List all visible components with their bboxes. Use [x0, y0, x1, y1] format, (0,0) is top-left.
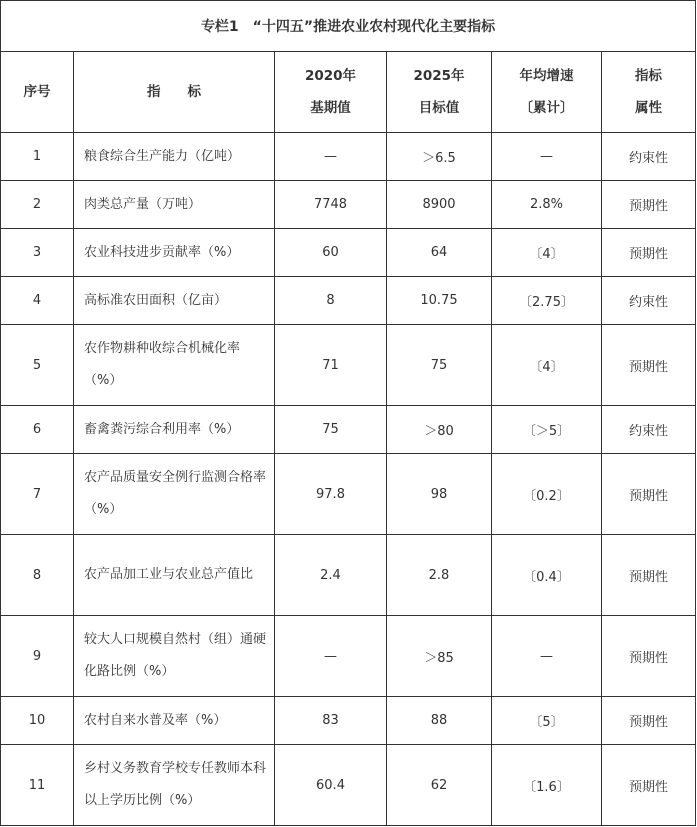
header-target-line1: 2025年 — [413, 68, 465, 84]
table-row — [1, 133, 696, 181]
cell-attribute: 预期性 — [602, 697, 696, 745]
header-indicator: 指 标 — [74, 52, 275, 133]
table-row — [1, 616, 696, 697]
header-base-line1: 2020年 — [304, 68, 357, 84]
cell-attribute: 预期性 — [602, 181, 696, 229]
cell-indicator: 农作物耕种收综合机械化率（%） — [74, 325, 275, 406]
header-base — [275, 52, 387, 133]
cell-attribute: 约束性 — [602, 133, 696, 181]
cell-target-value: 88 — [387, 697, 492, 745]
cell-growth: 〔2.75〕 — [492, 277, 602, 325]
cell-seq: 2 — [1, 181, 74, 229]
table-row — [1, 277, 696, 325]
header-target-line2: 目标值 — [418, 100, 460, 116]
cell-growth: 〔0.4〕 — [492, 535, 602, 616]
cell-target-value: ＞6.5 — [387, 133, 492, 181]
cell-seq: 3 — [1, 229, 74, 277]
cell-indicator: 农村自来水普及率（%） — [74, 697, 275, 745]
cell-target-value: 98 — [387, 454, 492, 535]
cell-target-value: 62 — [387, 745, 492, 826]
title-row — [1, 1, 696, 52]
cell-indicator: 肉类总产量（万吨） — [74, 181, 275, 229]
cell-base-value: 75 — [275, 406, 387, 454]
cell-base-value: 8 — [275, 277, 387, 325]
cell-base-value: 83 — [275, 697, 387, 745]
table-row — [1, 325, 696, 406]
header-target — [387, 52, 492, 133]
cell-attribute: 预期性 — [602, 325, 696, 406]
table-row — [1, 181, 696, 229]
cell-base-value: — — [275, 616, 387, 697]
cell-seq: 7 — [1, 454, 74, 535]
cell-target-value: ＞85 — [387, 616, 492, 697]
cell-growth: — — [492, 616, 602, 697]
cell-growth: 〔5〕 — [492, 697, 602, 745]
cell-base-value: 60 — [275, 229, 387, 277]
table-row — [1, 229, 696, 277]
header-attr-line2: 属性 — [635, 100, 663, 116]
cell-growth: 2.8% — [492, 181, 602, 229]
header-attr-line1: 指标 — [635, 68, 663, 84]
header-seq: 序号 — [1, 52, 74, 133]
table-row — [1, 535, 696, 616]
cell-seq: 10 — [1, 697, 74, 745]
header-row — [1, 52, 696, 133]
cell-target-value: 10.75 — [387, 277, 492, 325]
header-growth-line2: 〔累计〕 — [519, 100, 574, 116]
cell-base-value: 2.4 — [275, 535, 387, 616]
cell-growth: 〔0.2〕 — [492, 454, 602, 535]
table-title: 专栏1 “十四五”推进农业农村现代化主要指标 — [1, 1, 696, 52]
cell-target-value: 64 — [387, 229, 492, 277]
cell-seq: 9 — [1, 616, 74, 697]
cell-base-value: 60.4 — [275, 745, 387, 826]
cell-attribute: 预期性 — [602, 229, 696, 277]
cell-target-value: 8900 — [387, 181, 492, 229]
header-growth — [492, 52, 602, 133]
cell-attribute: 约束性 — [602, 277, 696, 325]
cell-growth: 〔1.6〕 — [492, 745, 602, 826]
cell-attribute: 预期性 — [602, 454, 696, 535]
cell-target-value: ＞80 — [387, 406, 492, 454]
table-row — [1, 406, 696, 454]
cell-indicator: 畜禽粪污综合利用率（%） — [74, 406, 275, 454]
cell-indicator: 农产品质量安全例行监测合格率（%） — [74, 454, 275, 535]
cell-base-value: 7748 — [275, 181, 387, 229]
cell-seq: 6 — [1, 406, 74, 454]
cell-attribute: 约束性 — [602, 406, 696, 454]
cell-seq: 5 — [1, 325, 74, 406]
cell-target-value: 2.8 — [387, 535, 492, 616]
cell-indicator: 高标准农田面积（亿亩） — [74, 277, 275, 325]
cell-indicator: 乡村义务教育学校专任教师本科以上学历比例（%） — [74, 745, 275, 826]
header-growth-line1: 年均增速 — [519, 68, 574, 84]
cell-base-value: 71 — [275, 325, 387, 406]
cell-indicator: 较大人口规模自然村（组）通硬化路比例（%） — [74, 616, 275, 697]
header-base-line2: 基期值 — [310, 100, 351, 116]
cell-attribute: 预期性 — [602, 745, 696, 826]
cell-indicator: 粮食综合生产能力（亿吨） — [74, 133, 275, 181]
cell-seq: 1 — [1, 133, 74, 181]
cell-growth: 〔4〕 — [492, 325, 602, 406]
cell-seq: 4 — [1, 277, 74, 325]
table-row — [1, 454, 696, 535]
header-attr — [602, 52, 696, 133]
cell-growth: — — [492, 133, 602, 181]
cell-seq: 11 — [1, 745, 74, 826]
cell-base-value: — — [275, 133, 387, 181]
cell-attribute: 预期性 — [602, 535, 696, 616]
cell-growth: 〔4〕 — [492, 229, 602, 277]
cell-indicator: 农业科技进步贡献率（%） — [74, 229, 275, 277]
table-row — [1, 745, 696, 826]
table-row — [1, 697, 696, 745]
cell-target-value: 75 — [387, 325, 492, 406]
cell-seq: 8 — [1, 535, 74, 616]
cell-indicator: 农产品加工业与农业总产值比 — [74, 535, 275, 616]
cell-growth: 〔＞5〕 — [492, 406, 602, 454]
cell-attribute: 预期性 — [602, 616, 696, 697]
cell-base-value: 97.8 — [275, 454, 387, 535]
